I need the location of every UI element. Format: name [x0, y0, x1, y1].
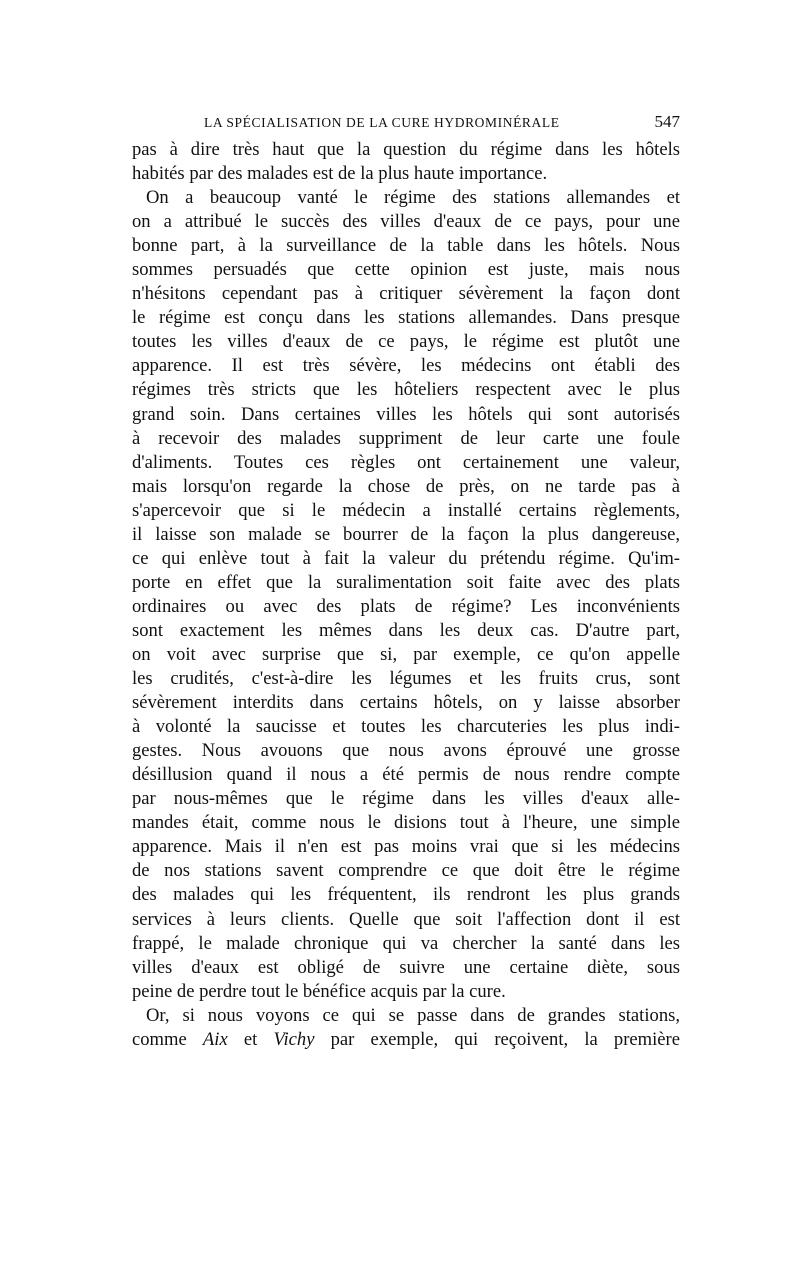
text-line: villes d'eaux est obligé de suivre une certaine diète, sous — [132, 956, 680, 978]
text-line: à volonté la saucisse et toutes les charcuteries les plus indi- — [132, 716, 680, 738]
text-line: il laisse son malade se bourrer de la façon la plus dangereuse, — [132, 523, 680, 545]
body-text — [132, 138, 680, 1052]
text-fragment: et — [227, 1028, 274, 1050]
text-line: pas à dire très haut que la question du régime dans les hôtels — [132, 139, 680, 160]
text-line: à recevoir des malades suppriment de leur carte une foule — [132, 427, 680, 449]
text-line: on a attribué le succès des villes d'eaux de ce pays, pour une — [132, 211, 680, 233]
text-line: des malades qui les fréquentent, ils rendront les plus grands — [132, 884, 680, 906]
text-line: désillusion quand il nous a été permis de nous rendre compte — [132, 764, 680, 786]
text-fragment: comme — [132, 1028, 203, 1050]
text-line: mais lorsqu'on regarde la chose de près, on ne tarde pas à — [132, 475, 680, 497]
text-line: frappé, le malade chronique qui va chercher la santé dans les — [132, 932, 680, 954]
text-line: sommes persuadés que cette opinion est juste, mais nous — [132, 259, 680, 281]
text-line-final — [132, 1028, 680, 1052]
text-line: s'apercevoir que si le médecin a installé certains règlements, — [132, 499, 680, 521]
text-line: grand soin. Dans certaines villes les hôtels qui sont autorisés — [132, 403, 680, 425]
text-line: le régime est conçu dans les stations allemandes. Dans presque — [132, 307, 680, 329]
text-line: on voit avec surprise que si, par exemple, ce qu'on appelle — [132, 643, 680, 665]
text-line: habités par des malades est de la plus haute importance. — [132, 163, 548, 185]
text-line: sont exactement les mêmes dans les deux cas. D'autre part, — [132, 619, 680, 641]
text-line: ordinaires ou avec des plats de régime? Les inconvénients — [132, 595, 680, 617]
page-number: 547 — [654, 112, 680, 131]
text-line: ce qui enlève tout à fait la valeur du prétendu régime. Qu'im- — [132, 547, 680, 569]
text-line: mandes était, comme nous le disions tout à l'heure, une simple — [132, 812, 680, 834]
text-line: régimes très stricts que les hôteliers respectent avec le plus — [132, 379, 680, 401]
text-line: peine de perdre tout le bénéfice acquis par la cure. — [132, 980, 506, 1002]
text-line: n'hésitons cependant pas à critiquer sévèrement la façon dont — [132, 283, 680, 305]
text-line: bonne part, à la surveillance de la table dans les hôtels. Nous — [132, 235, 680, 257]
place-name-aix: Aix — [202, 1028, 228, 1050]
running-head — [204, 112, 680, 138]
book-page — [132, 112, 680, 1052]
text-line: services à leurs clients. Quelle que soit l'affection dont il est — [132, 908, 680, 930]
text-line: gestes. Nous avouons que nous avons éprouvé une grosse — [132, 740, 680, 762]
place-name-vichy: Vichy — [273, 1028, 315, 1050]
text-line: par nous-mêmes que le régime dans les villes d'eaux alle- — [132, 788, 680, 810]
text-line: toutes les villes d'eaux de ce pays, le régime est plutôt une — [132, 331, 680, 353]
text-line: d'aliments. Toutes ces règles ont certainement une valeur, — [132, 451, 680, 473]
text-line: sévèrement interdits dans certains hôtels, on y laisse absorber — [132, 692, 680, 714]
text-line: de nos stations savent comprendre ce que doit être le régime — [132, 860, 680, 882]
running-head-title: LA SPÉCIALISATION DE LA CURE HYDROMINÉRALE — [204, 115, 560, 130]
text-line: On a beaucoup vanté le régime des stations allemandes et — [146, 187, 680, 209]
text-line: les crudités, c'est-à-dire les légumes et les fruits crus, sont — [132, 668, 680, 690]
text-line: apparence. Mais il n'en est pas moins vrai que si les médecins — [132, 836, 680, 858]
text-line: Or, si nous voyons ce qui se passe dans de grandes stations, — [146, 1004, 680, 1026]
text-line: apparence. Il est très sévère, les médecins ont établi des — [132, 355, 680, 377]
text-line: porte en effet que la suralimentation soit faite avec des plats — [132, 571, 680, 593]
text-fragment: par exemple, qui reçoivent, la première — [314, 1028, 680, 1050]
